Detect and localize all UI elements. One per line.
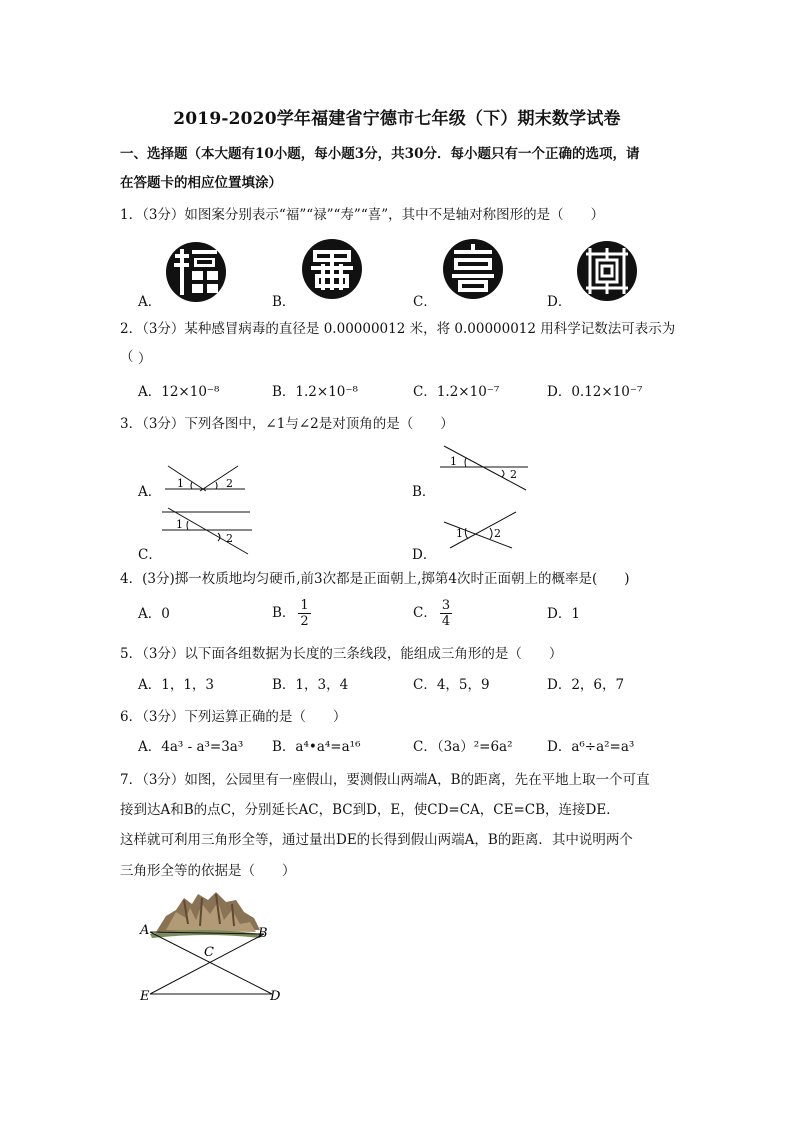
q7-line4: 三角形全等的依据是（ ） <box>120 863 296 879</box>
exam-title: 2019-2020学年福建省宁德市七年级（下）期末数学试卷 <box>173 109 621 129</box>
q3b-angle1-label: 1 <box>450 455 457 468</box>
q7-line1: 7．（3分）如图，公园里有一座假山，要测假山两端A，B的距离，先在平地上取一个可直 <box>120 772 650 788</box>
q3a-angle1-label: 1 <box>177 477 184 490</box>
q1-option-b[interactable]: B． <box>272 294 296 310</box>
q4-option-c-label: C． <box>413 605 437 621</box>
q4-stem: 4．(3分)掷一枚质地均匀硬币,前3次都是正面朝上,掷第4次时正面朝上的概率是( ) <box>120 571 630 587</box>
q6-option-b[interactable]: B．a⁴•a⁴=a¹⁶ <box>272 739 361 755</box>
xi-seal-icon <box>576 240 638 302</box>
q3-figure-a <box>160 460 250 496</box>
q1-option-c[interactable]: C． <box>413 294 437 310</box>
q5-option-a[interactable]: A．1，1，3 <box>138 677 215 693</box>
q2-option-c[interactable]: C．1.2×10⁻⁷ <box>413 384 500 400</box>
q5-option-c[interactable]: C．4，5，9 <box>413 677 490 693</box>
q4-option-b-fraction: $\frac{1}{2}$ <box>300 598 309 629</box>
q6-option-d[interactable]: D．a⁶÷a²=a³ <box>547 739 635 755</box>
q3c-angle1-label: 1 <box>176 518 183 531</box>
q7-rockery-figure <box>136 890 296 1006</box>
q5-option-b[interactable]: B．1，3，4 <box>272 677 349 693</box>
q7-line3: 这样就可利用三角形全等，通过量出DE的长得到假山两端A，B的距离．其中说明两个 <box>120 832 633 848</box>
fu-seal-icon <box>165 241 227 303</box>
q4-option-c-fraction: $\frac{3}{4}$ <box>441 598 451 629</box>
q7-label-c: C <box>204 945 214 960</box>
q2-stem-cont: ） <box>138 351 152 367</box>
q3-option-a[interactable]: A． <box>138 484 162 500</box>
q4-option-b[interactable] <box>272 598 311 629</box>
q1-option-d[interactable]: D． <box>547 294 572 310</box>
q6-option-c[interactable]: C．（3a）²=6a² <box>413 739 513 755</box>
section-heading-line1: 一、选择题（本大题有10小题，每小题3分，共30分．每小题只有一个正确的选项，请 <box>120 146 640 162</box>
q7-line2: 接到达A和B的点C，分别延长AC，BC到D，E，使CD=CA，CE=CB，连接DE． <box>120 802 620 818</box>
q3-figure-c <box>160 506 256 558</box>
q2-option-a[interactable]: A．12×10⁻⁸ <box>138 384 220 400</box>
q3d-angle2-label: 2 <box>494 527 501 540</box>
q3a-angle2-label: 2 <box>226 477 233 490</box>
q2-option-b[interactable]: B．1.2×10⁻⁸ <box>272 384 358 400</box>
q7-label-e: E <box>140 989 150 1004</box>
q7-label-b: B <box>258 926 268 941</box>
q1-stem: 1．（3分）如图案分别表示“福”“禄”“寿”“喜”，其中不是轴对称图形的是（ ） <box>120 207 605 223</box>
q5-option-d[interactable]: D．2，6，7 <box>547 677 625 693</box>
shou-seal-icon <box>442 238 504 300</box>
q1-option-a[interactable]: A． <box>138 294 162 310</box>
q4-option-a[interactable]: A．0 <box>138 606 170 622</box>
q3-figure-d <box>436 508 526 552</box>
q2-option-d[interactable]: D．0.12×10⁻⁷ <box>547 384 643 400</box>
rockery-icon <box>150 892 262 938</box>
q3-option-b[interactable]: B． <box>412 484 436 500</box>
q3-figure-b <box>436 440 536 496</box>
q4-option-b-label: B． <box>272 605 296 621</box>
section-heading-line2: 在答题卡的相应位置填涂） <box>120 175 282 191</box>
q3-stem: 3．（3分）下列各图中，∠1与∠2是对顶角的是（ ） <box>120 416 454 432</box>
q3c-angle2-label: 2 <box>226 532 233 545</box>
q5-stem: 5．（3分）以下面各组数据为长度的三条线段，能组成三角形的是（ ） <box>120 646 563 662</box>
q6-option-a[interactable]: A．4a³ - a³=3a³ <box>138 739 244 755</box>
q3-option-c[interactable]: C． <box>138 547 162 563</box>
q3-option-d[interactable]: D． <box>412 547 437 563</box>
q7-label-d: D <box>270 989 281 1004</box>
q4-option-d[interactable]: D．1 <box>547 606 580 622</box>
q2-stem: 2．（3分）某种感冒病毒的直径是 0.00000012 米，将 0.00000012 用科学记数法可表示为（ <box>120 321 676 365</box>
lu-seal-icon <box>301 238 363 300</box>
q3d-angle1-label: 1 <box>456 527 463 540</box>
q3b-angle2-label: 2 <box>510 468 517 481</box>
q7-label-a: A <box>140 923 150 938</box>
q4-option-c[interactable] <box>413 598 452 629</box>
q6-stem: 6．（3分）下列运算正确的是（ ） <box>120 709 347 725</box>
